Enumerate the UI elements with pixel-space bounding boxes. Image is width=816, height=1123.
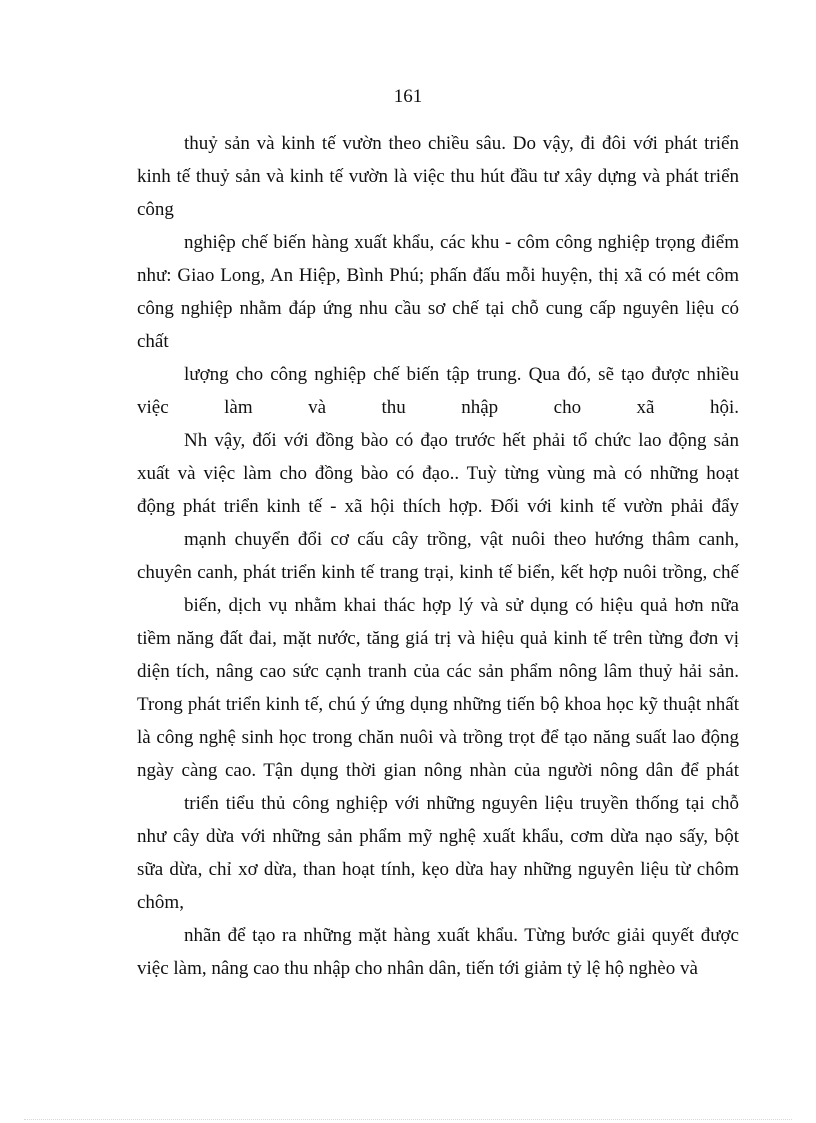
text-line: triển tiểu thủ công nghiệp với những nguyên liệu truyền thống tại chỗ [184, 793, 739, 814]
text-line: kinh tế thuỷ sản và kinh tế vườn là việc thu hút đầu tư xây dựng và phát triển [137, 166, 739, 187]
text-line: nhãn để tạo ra những mặt hàng xuất khẩu. Từng bước giải quyết được [184, 925, 739, 946]
text-line: ngày càng cao. Tận dụng thời gian nông nhàn của người nông dân để phát [137, 760, 739, 781]
page-bottom-divider [24, 1119, 792, 1120]
text-line: biến, dịch vụ nhằm khai thác hợp lý và sử dụng có hiệu quả hơn nữa [184, 595, 739, 616]
text-line: công nghiệp nhằm đáp ứng nhu cầu sơ chế tại chỗ cung cấp nguyên liệu có [137, 298, 739, 319]
text-line: mạnh chuyển đổi cơ cấu cây trồng, vật nuôi theo hướng thâm canh, [184, 529, 739, 550]
text-line: là công nghệ sinh học trong chăn nuôi và trồng trọt để tạo năng suất lao động [137, 727, 739, 748]
text-line: xuất và việc làm cho đồng bào có đạo.. Tuỳ từng vùng mà có những hoạt [137, 463, 739, 484]
text-line: việc làm, nâng cao thu nhập cho nhân dân, tiến tới giảm tỷ lệ hộ nghèo và [137, 958, 698, 979]
text-line: nghiệp chế biến hàng xuất khẩu, các khu - côm công nghiệp trọng điểm [184, 232, 739, 253]
text-line: việc làm và thu nhập cho xã hội. [137, 397, 739, 418]
text-line: chất [137, 331, 169, 352]
text-line: lượng cho công nghiệp chế biến tập trung. Qua đó, sẽ tạo được nhiều [184, 364, 739, 385]
text-line: thuỷ sản và kinh tế vườn theo chiều sâu. Do vậy, đi đôi với phát triển [184, 133, 739, 154]
text-line: diện tích, nâng cao sức cạnh tranh của các sản phẩm nông lâm thuỷ hải sản. [137, 661, 739, 682]
text-line: động phát triển kinh tế - xã hội thích hợp. Đối với kinh tế vườn phải đẩy [137, 496, 739, 517]
text-line: chôm, [137, 892, 184, 913]
text-line: Trong phát triển kinh tế, chú ý ứng dụng những tiến bộ khoa học kỹ thuật nhất [137, 694, 739, 715]
text-line: sữa dừa, chỉ xơ dừa, than hoạt tính, kẹo dừa hay những nguyên liệu từ chôm [137, 859, 739, 880]
text-line: công [137, 199, 174, 220]
page-number: 161 [393, 86, 423, 107]
text-line: tiềm năng đất đai, mặt nước, tăng giá trị và hiệu quả kinh tế trên từng đơn vị [137, 628, 739, 649]
text-line: Nh vậy, đối với đồng bào có đạo trước hết phải tổ chức lao động sản [184, 430, 739, 451]
text-line: như: Giao Long, An Hiệp, Bình Phú; phấn đấu mỗi huyện, thị xã có mét côm [137, 265, 739, 286]
text-line: như cây dừa với những sản phẩm mỹ nghệ xuất khẩu, cơm dừa nạo sấy, bột [137, 826, 739, 847]
text-line: chuyên canh, phát triển kinh tế trang trại, kinh tế biển, kết hợp nuôi trồng, chế [137, 562, 739, 583]
